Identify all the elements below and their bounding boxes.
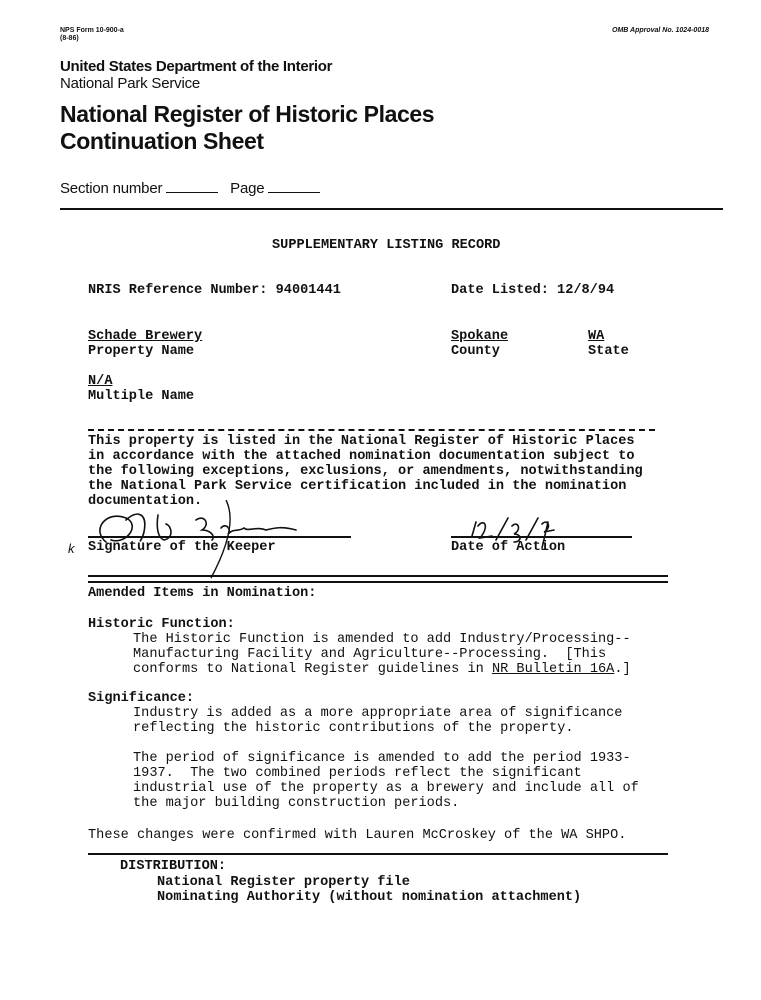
statement-line: in accordance with the attached nomination documentation subject to xyxy=(88,449,635,465)
statement-line: the following exceptions, exclusions, or amendments, notwithstanding xyxy=(88,464,643,480)
department-name: United States Department of the Interior xyxy=(60,58,333,75)
significance-line: the major building construction periods. xyxy=(133,796,460,812)
historic-function-line-end: .] xyxy=(614,662,631,678)
property-name-label: Property Name xyxy=(88,344,195,359)
section-page-line xyxy=(60,180,320,197)
distribution-item: National Register property file xyxy=(157,875,410,890)
statement-line: the National Park Service certification included in the nomination xyxy=(88,479,627,495)
section-number-label: Section number xyxy=(60,180,163,197)
form-number xyxy=(60,27,124,43)
significance-line: The period of significance is amended to add the period 1933- xyxy=(133,751,631,766)
page-title xyxy=(60,101,434,155)
date-of-action-label: Date of Action xyxy=(451,540,566,555)
signature-label: Signature of the Keeper xyxy=(88,540,276,555)
significance-line: industrial use of the property as a brewery and include all of xyxy=(133,781,639,797)
significance-label: Significance: xyxy=(88,691,195,706)
double-divider xyxy=(88,575,668,583)
historic-function-label: Historic Function: xyxy=(88,617,235,632)
form-date-text: (8-86) xyxy=(60,35,79,42)
confirmation-text: These changes were confirmed with Lauren McCroskey of the WA SHPO. xyxy=(88,828,627,843)
multiple-name-label: Multiple Name xyxy=(88,389,195,404)
historic-function-line: conforms to National Register guidelines in xyxy=(133,662,492,678)
form-number-text: NPS Form 10-900-a xyxy=(60,27,124,34)
signature-marker: k xyxy=(68,541,75,556)
header-divider xyxy=(60,208,723,210)
date-listed: Date Listed: 12/8/94 xyxy=(451,283,615,298)
record-heading: SUPPLEMENTARY LISTING RECORD xyxy=(272,238,501,253)
service-name: National Park Service xyxy=(60,75,201,92)
distribution-divider xyxy=(88,853,668,855)
significance-line: reflecting the historic contributions of the property. xyxy=(133,721,574,737)
omb-approval: OMB Approval No. 1024-0018 xyxy=(612,27,709,34)
significance-line: Industry is added as a more appropriate area of significance xyxy=(133,706,623,721)
date-of-action-line xyxy=(451,536,632,538)
statement-line: This property is listed in the National Register of Historic Places xyxy=(88,434,635,449)
significance-line: 1937. The two combined periods reflect the significant xyxy=(133,766,582,782)
title-line-1: National Register of Historic Places xyxy=(60,101,435,127)
nr-bulletin-reference: NR Bulletin 16A xyxy=(491,662,615,678)
state-value: WA xyxy=(588,329,605,344)
dashed-divider xyxy=(88,429,655,431)
historic-function-text xyxy=(133,632,631,677)
page-number-blank xyxy=(268,182,320,193)
amended-heading: Amended Items in Nomination: xyxy=(88,586,317,601)
page-label: Page xyxy=(230,180,265,197)
listing-statement xyxy=(88,434,643,509)
multiple-name-value: N/A xyxy=(88,374,113,389)
nris-reference: NRIS Reference Number: 94001441 xyxy=(88,283,341,298)
signature-line xyxy=(88,536,351,538)
section-number-blank xyxy=(166,182,218,193)
county-value: Spokane xyxy=(451,329,509,344)
title-line-2: Continuation Sheet xyxy=(60,128,264,154)
historic-function-line: The Historic Function is amended to add Industry/Processing-- xyxy=(133,632,631,647)
significance-paragraph-2 xyxy=(133,751,639,811)
significance-paragraph-1 xyxy=(133,706,622,736)
distribution-heading: DISTRIBUTION: xyxy=(120,859,227,874)
property-name-value: Schade Brewery xyxy=(88,329,203,344)
state-label: State xyxy=(588,344,629,359)
county-label: County xyxy=(451,344,500,359)
distribution-item: Nominating Authority (without nomination attachment) xyxy=(157,890,582,905)
historic-function-line: Manufacturing Facility and Agriculture--Processing. [This xyxy=(133,647,607,663)
statement-line: documentation. xyxy=(88,494,203,510)
